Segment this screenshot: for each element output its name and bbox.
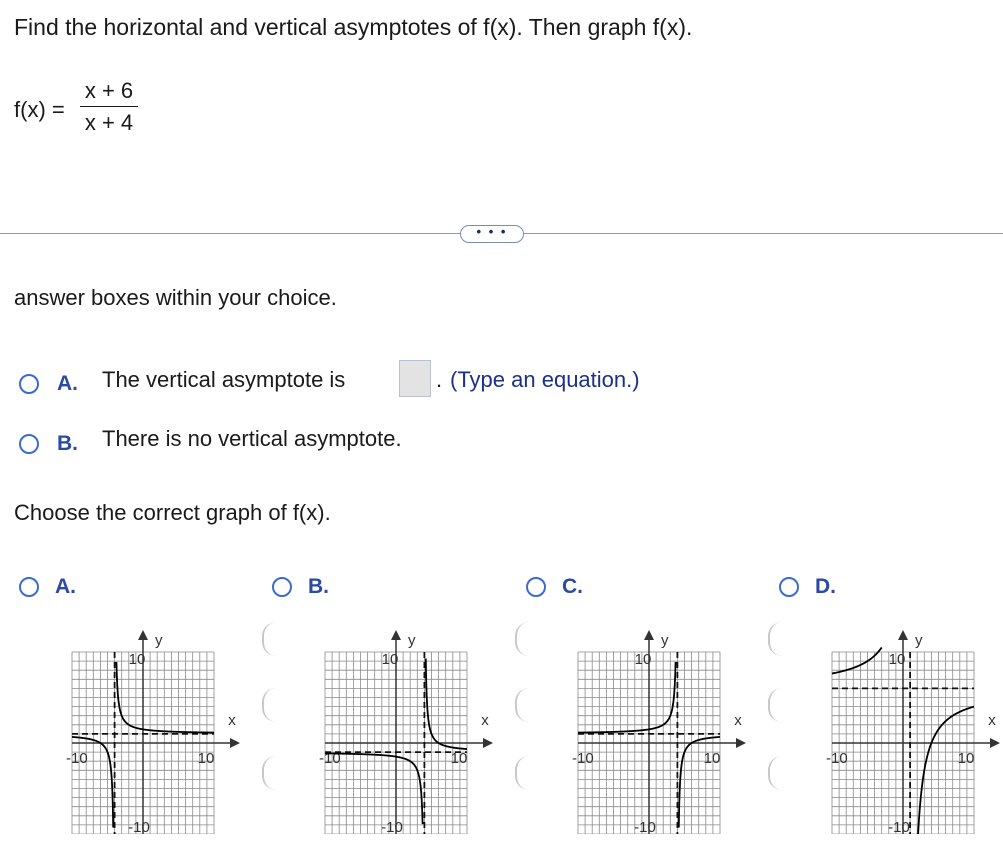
x-axis-arrow [990,738,1000,748]
radio-graph-a[interactable] [19,577,39,597]
y-axis-arrow [138,630,148,640]
vertical-asymptote-input[interactable] [399,360,431,397]
tick-label-bottom: -10 [634,819,656,834]
tick-label-right: 10 [197,750,215,767]
radio-graph-d[interactable] [779,577,799,597]
tick-label-top: 10 [128,651,146,668]
denominator: x + 4 [84,110,134,135]
vertical-a-period: . [436,367,443,392]
x-axis-arrow [230,738,240,748]
vertical-b-text: There is no vertical asymptote. [102,426,402,451]
graph-letter-a: A. [55,575,76,598]
graph-option-c[interactable] [558,618,758,834]
tick-label-left: -10 [826,750,848,767]
radio-graph-b[interactable] [272,577,292,597]
y-axis-label: y [155,632,163,649]
tick-label-top: 10 [888,651,906,668]
x-axis-label: x [228,712,236,729]
zoom-bracket [515,622,533,656]
y-axis-label: y [915,632,923,649]
graph-option-b[interactable] [305,618,505,834]
graph-option-d[interactable] [812,618,1003,834]
graph-letter-d: D. [815,575,836,598]
zoom-bracket [262,622,280,656]
y-axis-arrow [898,630,908,640]
x-axis-label: x [988,712,996,729]
zoom-bracket [768,756,786,790]
tick-label-left: -10 [319,750,341,767]
zoom-bracket [262,688,280,722]
tick-label-left: -10 [66,750,88,767]
radio-graph-c[interactable] [526,577,546,597]
tick-label-right: 10 [957,750,975,767]
y-axis-label: y [661,632,669,649]
tick-label-top: 10 [381,651,399,668]
zoom-bracket [515,688,533,722]
fraction-bar [80,106,138,107]
tick-label-top: 10 [634,651,652,668]
x-axis-label: x [734,712,742,729]
instruction-text: answer boxes within your choice. [14,285,337,310]
x-axis-arrow [483,738,493,748]
zoom-bracket [768,622,786,656]
tick-label-left: -10 [572,750,594,767]
tick-label-bottom: -10 [128,819,150,834]
type-equation-hint: (Type an equation.) [450,367,640,392]
graph-option-a[interactable] [52,618,252,834]
tick-label-bottom: -10 [381,819,403,834]
graph-letter-c: C. [562,575,583,598]
x-axis-label: x [481,712,489,729]
tick-label-right: 10 [450,750,468,767]
option-letter-b: B. [57,432,78,455]
function-curve-right [426,658,467,749]
radio-vertical-a[interactable] [19,374,39,394]
function-fraction [80,78,138,136]
graph-letter-b: B. [308,575,329,598]
tick-label-right: 10 [703,750,721,767]
y-axis-arrow [644,630,654,640]
zoom-bracket [768,688,786,722]
function-label: f(x) = [14,97,65,122]
zoom-bracket [515,756,533,790]
tick-label-bottom: -10 [888,819,910,834]
x-axis-arrow [736,738,746,748]
numerator: x + 6 [84,78,134,103]
zoom-bracket [262,756,280,790]
question-text: Find the horizontal and vertical asymptotes of f(x). Then graph f(x). [14,14,693,40]
y-axis-arrow [391,630,401,640]
vertical-a-text: The vertical asymptote is [102,367,346,392]
y-axis-label: y [408,632,416,649]
expand-more-button[interactable]: • • • [460,225,524,243]
radio-vertical-b[interactable] [19,434,39,454]
option-letter-a: A. [57,372,78,395]
graph-prompt: Choose the correct graph of f(x). [14,500,331,525]
